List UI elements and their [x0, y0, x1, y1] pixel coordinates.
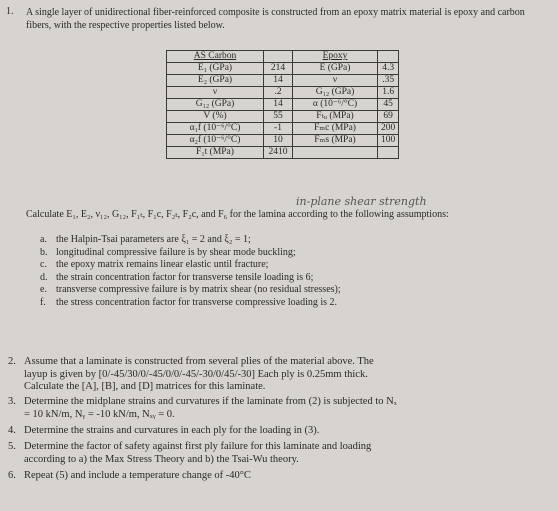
question-line: Repeat (5) and include a temperature change of -40°C [24, 470, 251, 481]
list-item [40, 284, 341, 297]
matrix-property-label: α (10⁻⁶/°C) [293, 99, 378, 111]
fiber-property-label: E₁ (GPa) [167, 63, 264, 75]
problem-1-number: 1. [6, 6, 14, 17]
list-item [40, 297, 341, 310]
question-text [24, 470, 251, 483]
fiber-property-label: α₂f (10⁻⁶/°C) [167, 135, 264, 147]
list-item [40, 234, 341, 247]
carbon-header: AS Carbon [167, 51, 264, 63]
matrix-property-value: 4.3 [378, 63, 399, 75]
question-line: according to a) the Max Stress Theory and b) the Tsai-Wu theory. [24, 453, 299, 465]
question-number: 5. [8, 441, 16, 452]
fiber-property-value: .2 [264, 87, 293, 99]
matrix-property-value: 69 [378, 111, 399, 123]
fiber-property-label: F₁t (MPa) [167, 147, 264, 159]
material-properties-table [166, 50, 399, 159]
matrix-property-value: 200 [378, 123, 399, 135]
list-text: the strain concentration factor for transverse tensile loading is 6; [56, 271, 314, 283]
question-line: Determine the strains and curvatures in each ply for the loading in (3). [24, 425, 320, 436]
epoxy-header: Epoxy [293, 51, 378, 63]
list-item [40, 259, 341, 272]
question-number: 2. [8, 356, 16, 367]
table-row [167, 99, 399, 111]
list-letter: d. [40, 271, 48, 283]
matrix-property-label: Fₘs (MPa) [293, 135, 378, 147]
calculate-instruction: Calculate E₁, E₂, ν₁₂, G₁₂, F₁ₜ, F₁c, F₂ₜ, F₂c, and F₆ for the lamina according to the following assumptions: [26, 209, 449, 220]
fiber-property-value: -1 [264, 123, 293, 135]
question-line: Assume that a laminate is constructed from several plies of the material above. The [24, 356, 374, 367]
question-line: layup is given by [0/-45/30/0/-45/0/0/-45/-30/0/45/-30] Each ply is 0.25mm thick. [24, 368, 368, 380]
list-letter: f. [40, 296, 46, 308]
list-letter: c. [40, 259, 47, 271]
table-row [167, 123, 399, 135]
fiber-property-label: α₁f (10⁻⁶/°C) [167, 123, 264, 135]
question-line: = 10 kN/m, Nᵧ = -10 kN/m, Nₓᵧ = 0. [24, 408, 175, 420]
fiber-property-value: 14 [264, 75, 293, 87]
list-item [40, 247, 341, 260]
question-number: 4. [8, 425, 16, 436]
matrix-property-label: ν [293, 75, 378, 87]
list-text: transverse compressive failure is by matrix shear (no residual stresses); [56, 284, 341, 296]
matrix-property-label: Fₘc (MPa) [293, 123, 378, 135]
matrix-property-value: 1.6 [378, 87, 399, 99]
matrix-property-label: E (GPa) [293, 63, 378, 75]
matrix-property-label: Fₜᵤ (MPa) [293, 111, 378, 123]
table-header-row [167, 51, 399, 63]
matrix-property-value: .35 [378, 75, 399, 87]
list-text: the Halpin-Tsai parameters are ξ₁ = 2 and ξ₂ = 1; [56, 234, 251, 245]
fiber-property-value: 2410 [264, 147, 293, 159]
question-number: 6. [8, 470, 16, 481]
list-text: the epoxy matrix remains linear elastic until fracture; [56, 259, 269, 271]
list-letter: e. [40, 284, 47, 296]
fiber-property-label: E₂ (GPa) [167, 75, 264, 87]
fiber-property-value: 14 [264, 99, 293, 111]
table-row [167, 87, 399, 99]
fiber-property-value: 214 [264, 63, 293, 75]
question-line: Determine the midplane strains and curvatures if the laminate from (2) is subjected to Nₓ [24, 396, 397, 407]
matrix-property-label: G₁₂ (GPa) [293, 87, 378, 99]
fiber-property-label: V (%) [167, 111, 264, 123]
list-text: the stress concentration factor for transverse compressive loading is 2. [56, 296, 338, 308]
question-text [24, 356, 374, 394]
question-text [24, 396, 397, 421]
problem-1-intro: A single layer of unidirectional fiber-reinforced composite is constructed from an epoxy matrix material is epoxy and carbon fibers, with the respective properties listed below. [26, 7, 525, 31]
question-text [24, 441, 371, 466]
matrix-property-value: 45 [378, 99, 399, 111]
question-text [24, 425, 319, 438]
fiber-property-label: G₁₂ (GPa) [167, 99, 264, 111]
list-letter: a. [40, 234, 47, 245]
question-line: Determine the factor of safety against first ply failure for this laminate and loading [24, 441, 372, 452]
list-item [40, 272, 341, 285]
table-row [167, 147, 399, 159]
matrix-property-value: 100 [378, 135, 399, 147]
fiber-property-label: ν [167, 87, 264, 99]
table-row [167, 63, 399, 75]
fiber-property-value: 55 [264, 111, 293, 123]
question-number: 3. [8, 396, 16, 407]
question-line: Calculate the [A], [B], and [D] matrices for this laminate. [24, 381, 266, 392]
handwritten-note-text: in-plane shear strength [296, 195, 427, 208]
assumptions-list [40, 234, 341, 310]
table-row [167, 111, 399, 123]
list-text: longitudinal compressive failure is by shear mode buckling; [56, 246, 296, 258]
list-letter: b. [40, 246, 48, 258]
fiber-property-value: 10 [264, 135, 293, 147]
table-row [167, 75, 399, 87]
table-row [167, 135, 399, 147]
